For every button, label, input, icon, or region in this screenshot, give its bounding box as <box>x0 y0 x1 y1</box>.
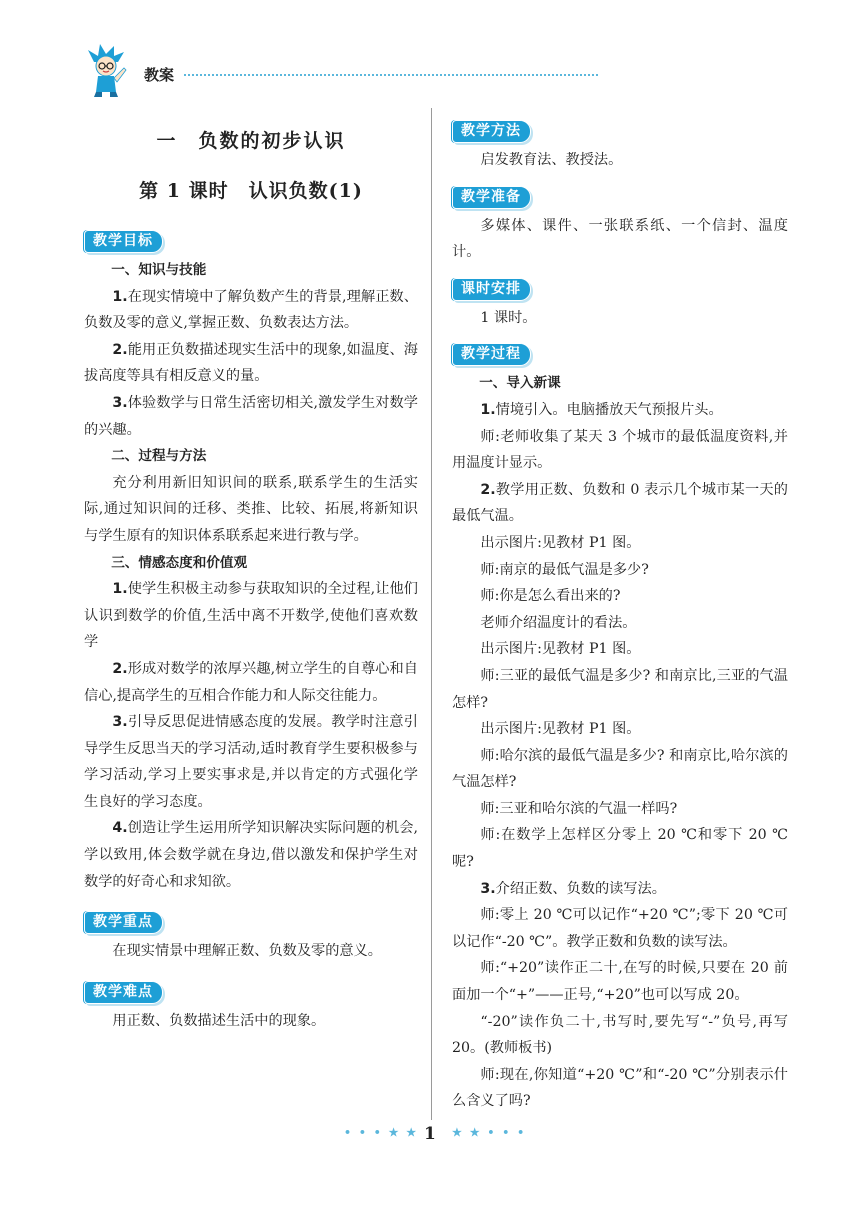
subheading-attitude: 三、情感态度和价值观 <box>111 554 248 571</box>
process-step: 师:老师收集了某天 3 个城市的最低温度资料,并用温度计显示。 <box>452 428 788 472</box>
mascot-icon <box>86 42 130 98</box>
key-points-text: 在现实情景中理解正数、负数及零的意义。 <box>112 943 382 960</box>
difficulties-text: 用正数、负数描述生活中的现象。 <box>112 1012 326 1029</box>
process-step: 师:在数学上怎样区分零上 20 ℃和零下 20 ℃呢? <box>452 827 788 871</box>
subheading-process: 二、过程与方法 <box>111 448 207 465</box>
goal-item: 1.在现实情境中了解负数产生的背景,理解正数、负数及零的意义,掌握正数、负数表达方法。 <box>84 288 418 332</box>
subheading-knowledge: 一、知识与技能 <box>111 262 207 278</box>
process-step: 师:三亚的最低气温是多少? 和南京比,三亚的气温怎样? <box>452 667 788 711</box>
goal-item: 4.创造让学生运用所学知识解决实际问题的机会,学以致用,体会数学就在身边,借以激发和保护学生对数学的好奇心和求知欲。 <box>84 820 418 890</box>
process-step: 师:南京的最低气温是多少? <box>480 561 649 578</box>
process-step: 1.情境引入。电脑播放天气预报片头。 <box>480 401 723 418</box>
page-number: 1 <box>424 1124 436 1144</box>
chapter-title: 一 负数的初步认识 <box>156 130 346 152</box>
process-step: 师:零上 20 ℃可以记作“+20 ℃”;零下 20 ℃可以记作“-20 ℃”。教学正数和负数的读写法。 <box>452 907 788 950</box>
star-decoration-icon: ★ ★ • • • <box>452 1126 527 1139</box>
page-footer <box>0 1124 860 1148</box>
section-tag-process: 教学过程 <box>452 343 531 366</box>
section-tag-key-points: 教学重点 <box>84 911 163 934</box>
left-column <box>84 112 418 1034</box>
process-step: 师:“+20”读作正二十,在写的时候,只要在 20 前面加一个“+”——正号,“+20”也可以写成 20。 <box>452 960 788 1004</box>
process-paragraph: 充分利用新旧知识间的联系,联系学生的生活实际,通过知识间的迁移、类推、比较、拓展,将新知识与学生原有的知识体系联系起来进行教与学。 <box>84 474 418 544</box>
lesson-title: 第 1 课时 认识负数(1) <box>139 180 363 202</box>
process-step: 老师介绍温度计的看法。 <box>480 614 637 631</box>
column-divider <box>431 108 432 1120</box>
process-step: 师:你是怎么看出来的? <box>480 588 621 605</box>
right-column <box>452 112 788 1115</box>
header-label: 教案 <box>144 66 175 84</box>
section-tag-method: 教学方法 <box>452 120 531 143</box>
process-step: 出示图片:见教材 P1 图。 <box>480 641 641 658</box>
process-step: “-20”读作负二十,书写时,要先写“-”负号,再写 20。(教师板书) <box>452 1013 788 1057</box>
process-step: 师:哈尔滨的最低气温是多少? 和南京比,哈尔滨的气温怎样? <box>452 747 788 791</box>
method-text: 启发教育法、教授法。 <box>480 152 623 168</box>
header-dotted-rule <box>184 74 598 76</box>
goal-item: 1.使学生积极主动参与获取知识的全过程,让他们认识到数学的价值,生活中离不开数学,使他们喜欢数学 <box>84 581 418 651</box>
process-step: 出示图片:见教材 P1 图。 <box>480 534 641 551</box>
subheading-intro: 一、导入新课 <box>479 375 561 392</box>
goal-item: 2.形成对数学的浓厚兴趣,树立学生的自尊心和自信心,提高学生的互相合作能力和人际交往能力。 <box>84 660 418 704</box>
goal-item: 3.体验数学与日常生活密切相关,激发学生对数学的兴趣。 <box>84 394 418 438</box>
section-tag-prep: 教学准备 <box>452 186 531 209</box>
section-tag-schedule: 课时安排 <box>452 278 531 301</box>
process-step: 师:三亚和哈尔滨的气温一样吗? <box>480 800 678 817</box>
process-step: 2.教学用正数、负数和 0 表示几个城市某一天的最低气温。 <box>452 481 788 525</box>
schedule-text: 1 课时。 <box>480 309 537 326</box>
process-step: 3.介绍正数、负数的读写法。 <box>480 880 666 897</box>
process-step: 师:现在,你知道“+20 ℃”和“-20 ℃”分别表示什么含义了吗? <box>452 1066 788 1110</box>
section-tag-difficulties: 教学难点 <box>84 981 163 1004</box>
section-tag-goals: 教学目标 <box>84 230 163 253</box>
goal-item: 3.引导反思促进情感态度的发展。教学时注意引导学生反思当天的学习活动,适时教育学生要积极参与学习活动,学习上要实事求是,并以肯定的方式强化学生良好的学习态度。 <box>84 714 418 810</box>
page-header <box>86 42 610 102</box>
process-step: 出示图片:见教材 P1 图。 <box>480 721 641 738</box>
goal-item: 2.能用正负数描述现实生活中的现象,如温度、海拔高度等具有相反意义的量。 <box>84 341 418 385</box>
prep-text: 多媒体、课件、一张联系纸、一个信封、温度计。 <box>452 217 788 261</box>
star-decoration-icon: • • • ★ ★ <box>344 1126 419 1139</box>
